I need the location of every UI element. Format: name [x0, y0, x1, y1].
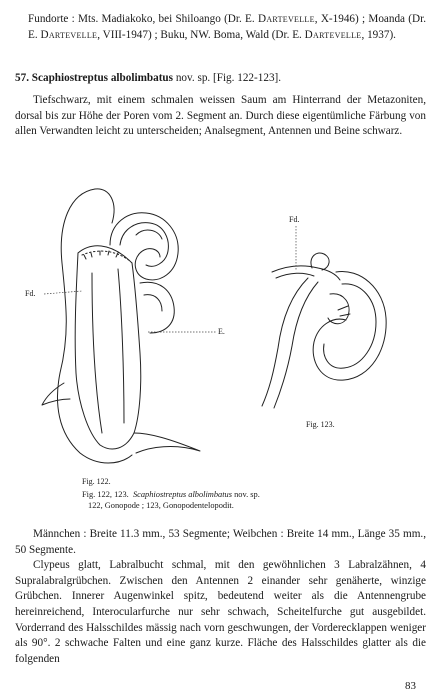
leader-line-fd-left — [44, 289, 84, 299]
species-number: 57. — [15, 72, 29, 84]
label-e: E. — [218, 327, 225, 336]
species-heading — [15, 71, 425, 87]
locality-text: , VIII-1947) ; Buku, NW. Boma, Wald (Dr. E. — [97, 28, 302, 41]
description-paragraph: Tiefschwarz, mit einem schmalen weissen Saum am Hinterrand der Metazoniten, dorsal bis zur Höhe der Poren vom 2. Segment an. Durch diese eigentümliche Färbung von allen Verwandten leicht zu unterscheiden; Analsegment, Antennen und Beine schwarz. — [15, 94, 426, 138]
locality-text: , X-1946) ; Moanda (Dr. E. — [28, 13, 426, 41]
label-fd-right: Fd. — [289, 215, 300, 224]
figure-123-drawing — [252, 238, 402, 418]
page-number: 83 — [405, 680, 416, 692]
leader-line-e — [148, 328, 218, 336]
figure-caption-line-1: Fig. 122, 123. Scaphiostreptus albolimbatus nov. sp. — [82, 490, 260, 499]
locality-text: , 1937). — [361, 28, 396, 41]
leader-line-fd-right — [292, 226, 300, 272]
figure-caption-line-2: 122, Gonopode ; 123, Gonopodentelopodit. — [88, 501, 234, 510]
fig-122-label: Fig. 122. — [82, 477, 111, 486]
species-author: nov. sp. [Fig. 122-123]. — [175, 72, 282, 84]
collector-name: Dartevelle — [304, 28, 362, 41]
collector-name: Dartevelle — [40, 28, 98, 41]
morphology-paragraph: Clypeus glatt, Labralbucht schmal, mit den gewöhnlichen 3 Labralzähnen, 4 Supralabralgrübchen. Zwischen den Antennen 2 einander sehr genäherte, winzige Grübchen. Innerer Augenwinkel spitz, bedeutend weiter als die Antennengrube hereinreichend, Interocularfurche nur sehr schwach, Scheitelfurche gut ausgebildet. Vorderrand des Halsschildes mässig nach vorn geschwungen, der Vorderecklappen weniger als 90°. 2 schwache Falten und eine ganz kurze. Fläche des Halsschildes glatter als die folgenden — [15, 559, 426, 665]
species-name: Scaphiostreptus albolimbatus — [31, 72, 174, 84]
locality-text: Fundorte : Mts. Madiakoko, bei Shiloango (Dr. E. — [28, 13, 255, 25]
description-block — [15, 527, 426, 667]
locality-paragraph — [28, 12, 426, 43]
caption-species-name: Scaphiostreptus albolimbatus — [132, 490, 232, 499]
label-fd-left: Fd. — [25, 289, 36, 298]
measurements-paragraph: Männchen : Breite 11.3 mm., 53 Segmente; Weibchen : Breite 14 mm., Länge 35 mm., 50 Segmente. — [15, 528, 426, 556]
collector-name: Dartevelle — [257, 13, 315, 25]
fig-123-label: Fig. 123. — [306, 420, 335, 429]
